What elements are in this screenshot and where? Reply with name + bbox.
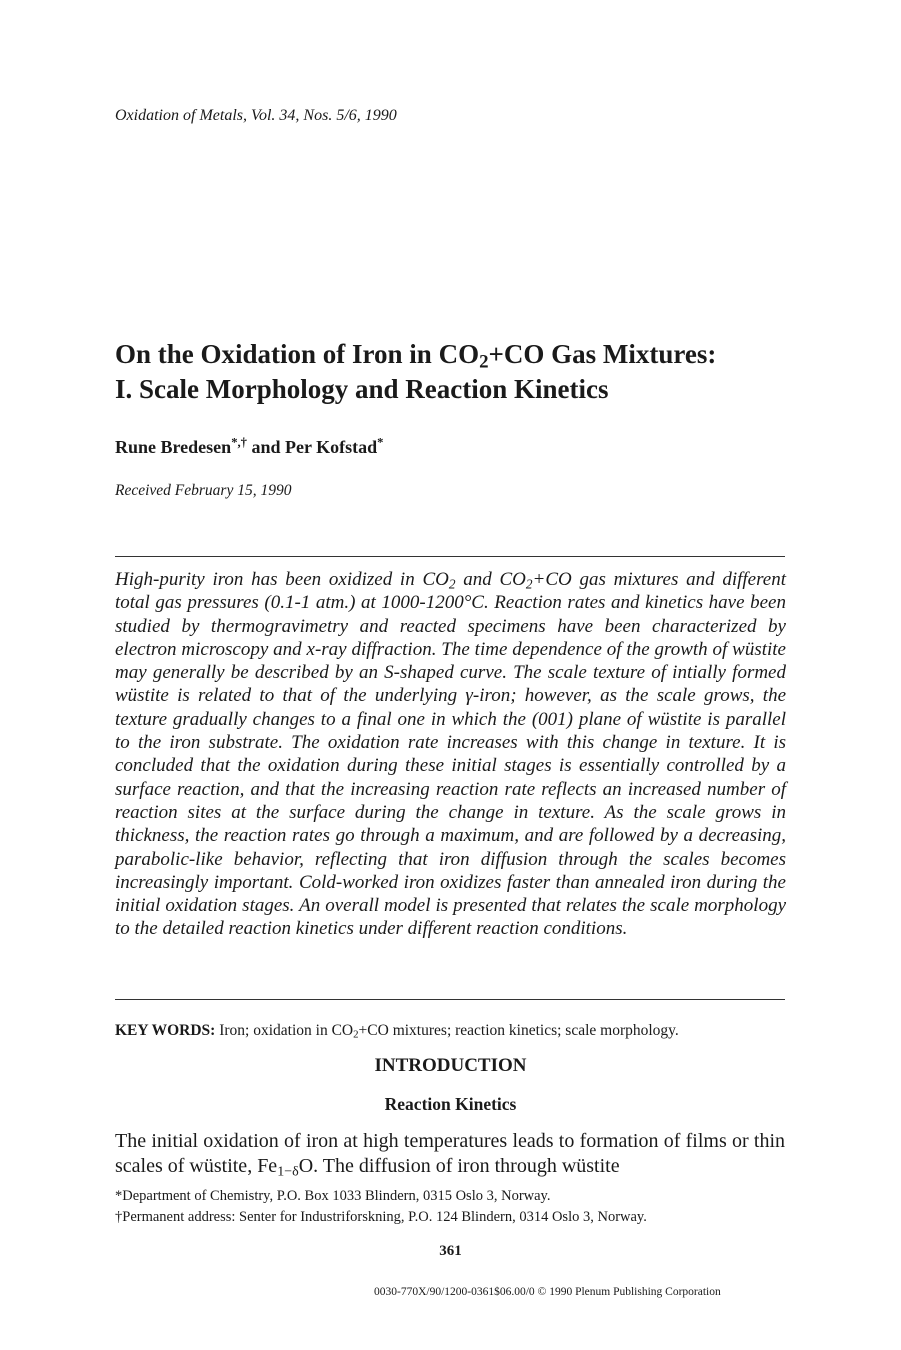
copyright-text-b: 1990 Plenum Publishing Corporation xyxy=(546,1286,721,1298)
keywords-sub: 2 xyxy=(353,1028,359,1041)
keywords-text-b: +CO mixtures; reaction kinetics; scale morphology. xyxy=(358,1022,679,1039)
author-join: and xyxy=(246,437,285,457)
author-1-marks: *,† xyxy=(231,435,247,450)
abstract-sub-1: 2 xyxy=(448,576,456,592)
keywords xyxy=(115,1022,790,1040)
author-2: Per Kofstad xyxy=(284,437,378,457)
abstract-sub-2: 2 xyxy=(525,576,533,592)
body-subscript: 1−δ xyxy=(277,1164,299,1180)
author-1: Rune Bredesen xyxy=(115,437,232,457)
abstract-top-rule xyxy=(115,556,785,557)
keywords-text-a: Iron; oxidation in CO xyxy=(215,1022,354,1039)
footnote-1: *Department of Chemistry, P.O. Box 1033 Blindern, 0315 Oslo 3, Norway. xyxy=(115,1188,551,1204)
page-number: 361 xyxy=(439,1243,462,1259)
copyright-text-a: 0030-770X/90/1200-0361$06.00/0 xyxy=(374,1286,538,1298)
author-2-marks: * xyxy=(377,435,384,450)
title-text-a: On the Oxidation of Iron in CO xyxy=(115,339,480,369)
title-line-2: I. Scale Morphology and Reaction Kinetics xyxy=(115,374,609,404)
footnote-2: †Permanent address: Senter for Industriforskning, P.O. 124 Blindern, 0314 Oslo 3, Norway. xyxy=(115,1209,647,1225)
author-list xyxy=(115,437,383,458)
abstract-part-3: +CO gas mixtures and different total gas pressures (0.1-1 atm.) at 1000-1200°C. Reaction rates and kinetics have been studied by thermogravimetry and reacted specimens have been characterized by electron microscopy and x-ray diffraction. The time dependence of the growth of wüstite may generally be described by an S-shaped curve. The scale texture of intially formed wüstite is related to that of the underlying γ-iron; however, as the scale grows, the texture gradually changes to a final one in which the (001) plane of wüstite is parallel to the iron substrate. The oxidation rate increases with this change in texture. It is concluded that the oxidation during these initial stages is essentially controlled by a surface reaction, and that the increasing reaction rate reflects an increased number of reaction sites at the surface during the change in texture. As the scale grows in thickness, the reaction rates go through a maximum, and are followed by a decreasing, parabolic-like behavior, reflecting that iron diffusion through the scales becomes increasingly important. Cold-worked iron oxidizes faster than annealed iron during the initial oxidation stages. An overall model is presented that relates the scale morphology to the detailed reaction kinetics under different reaction conditions. xyxy=(115,569,786,940)
copyright-line xyxy=(374,1286,721,1298)
abstract xyxy=(115,568,786,941)
body-paragraph xyxy=(115,1129,785,1179)
copyright-icon: © xyxy=(537,1286,547,1298)
title-line-1 xyxy=(115,337,795,372)
abstract-part-2: and CO xyxy=(455,569,526,590)
abstract-part-1: High-purity iron has been oxidized in CO xyxy=(115,569,449,590)
title-subscript: 2 xyxy=(479,351,489,373)
body-text-a: The initial oxidation of iron at high temperatures leads to formation of films or thin scales of wüstite, Fe xyxy=(115,1130,785,1177)
journal-citation: Oxidation of Metals, Vol. 34, Nos. 5/6, 1990 xyxy=(115,107,397,124)
abstract-bottom-rule xyxy=(115,999,785,1000)
body-text-b: O. The diffusion of iron through wüstite xyxy=(298,1155,620,1177)
article-title xyxy=(115,337,795,407)
title-text-b: +CO Gas Mixtures: xyxy=(488,339,717,369)
keywords-label: KEY WORDS: xyxy=(115,1022,216,1039)
section-heading-introduction: INTRODUCTION xyxy=(374,1055,527,1076)
received-date: Received February 15, 1990 xyxy=(115,482,292,499)
subsection-heading-reaction-kinetics: Reaction Kinetics xyxy=(384,1094,517,1114)
